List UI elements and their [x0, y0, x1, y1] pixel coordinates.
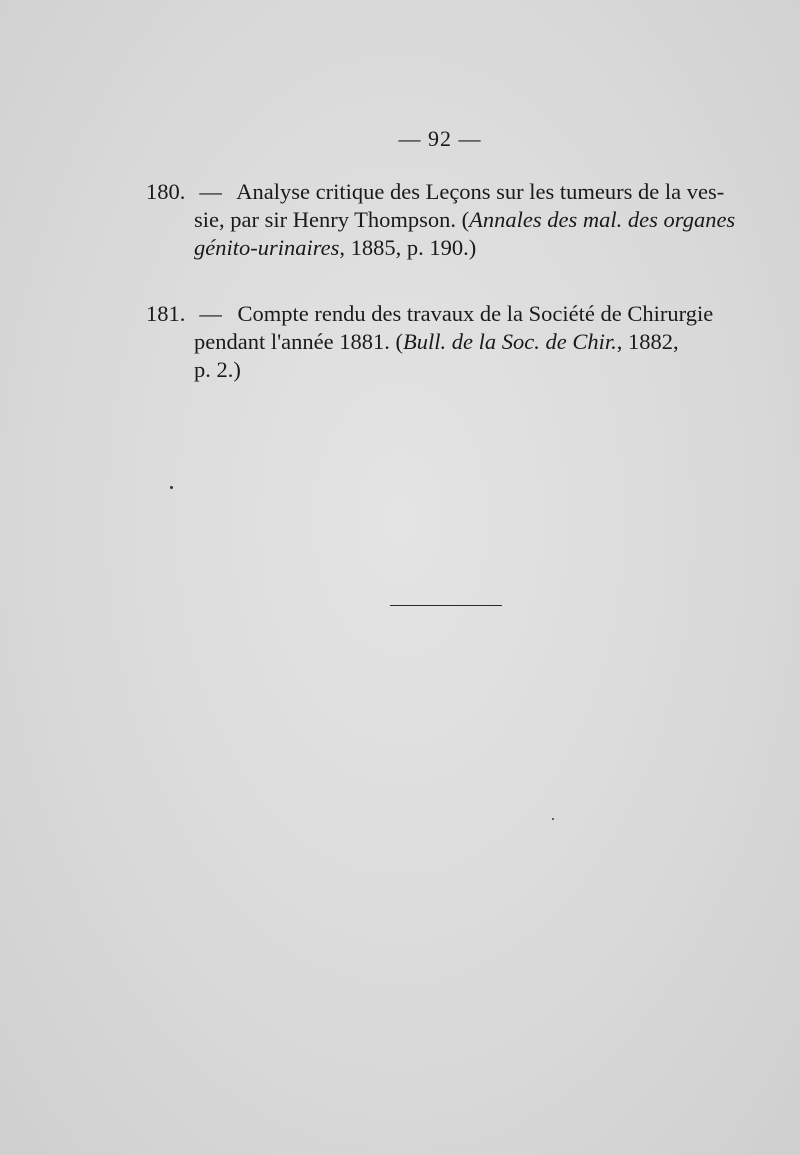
entry-number: 181.: [146, 301, 186, 326]
entry-text: pendant l'année 1881. (: [194, 329, 403, 354]
page-number: — 92 —: [398, 126, 482, 151]
entry-text: sie, par sir Henry Thompson. (: [194, 207, 470, 232]
section-divider: [390, 605, 502, 606]
bibliography-entry-180: [146, 178, 738, 262]
ink-speck: [552, 818, 554, 820]
bibliography-entry-181: [146, 300, 738, 384]
entry-number: 180.: [146, 179, 186, 204]
journal-title: génito-urinaires: [194, 235, 340, 260]
entry-text: p. 2.): [194, 357, 241, 382]
entry-text: Compte rendu des travaux de la Société de Chirurgie: [237, 301, 714, 326]
entry-text: Analyse critique des Leçons sur les tumeurs de la ves-: [236, 179, 725, 204]
entry-line: [146, 328, 738, 356]
entry-line: [146, 234, 738, 262]
entry-text: , 1882,: [616, 329, 679, 354]
journal-title: Bull. de la Soc. de Chir.: [402, 329, 617, 354]
entry-line: [146, 356, 738, 384]
ink-speck: [170, 486, 173, 489]
entry-line: [146, 300, 738, 328]
entry-text: , 1885, p. 190.): [339, 235, 477, 260]
entry-line: [146, 178, 738, 206]
entry-dash: —: [199, 179, 222, 204]
journal-title: Annales des mal. des organes: [469, 207, 736, 232]
entry-line: [146, 206, 738, 234]
entry-dash: —: [199, 301, 222, 326]
